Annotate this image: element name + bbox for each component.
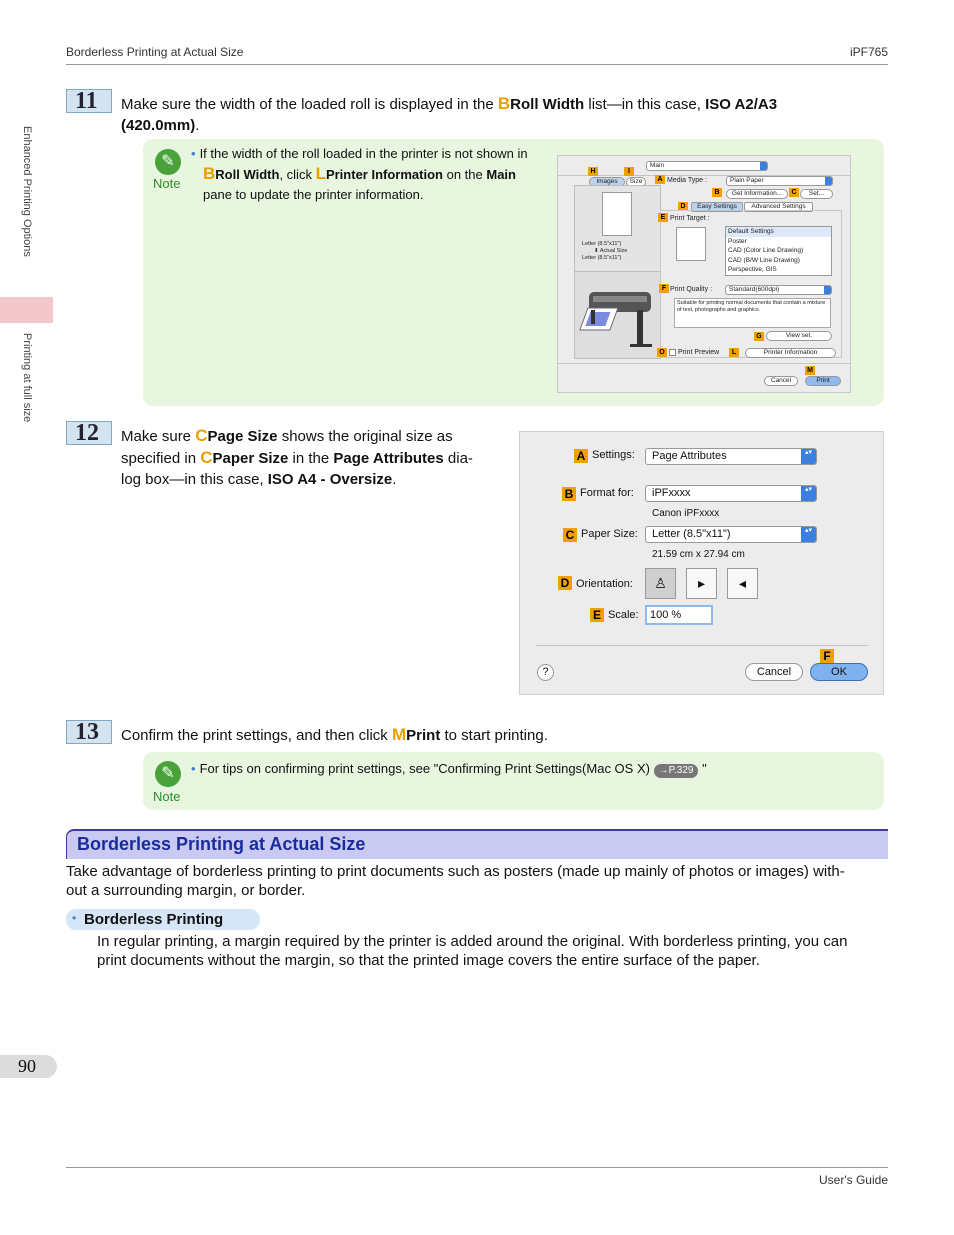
section-intro: Take advantage of borderless printing to print documents such as posters (made up mainly of photos or images) with- out a surrounding margin, or border. [66,863,845,899]
tab-advanced-settings[interactable]: Advanced Settings [744,202,813,212]
label-l: L [729,348,739,357]
step-number-12: 12 [66,421,112,445]
step-12-text: Make sure CPage Size shows the original size as specified in CPaper Size in the Page Attributes dia- log box—in this case, ISO A4 - Oversize. [121,426,473,488]
quality-description: Suitable for printing normal documents that contain a mixture of text, photographs and graphics. [674,298,831,328]
target-item[interactable]: CAD (Color Line Drawing) [728,247,804,255]
label-e: E [658,213,668,222]
subsection-title: Borderless Printing [84,911,224,928]
orientation-label: Orientation: [576,578,633,590]
tab-size[interactable]: Size [626,177,646,187]
set-button[interactable]: Set... [800,189,833,199]
label-c: C [563,528,577,542]
print-quality-label: Print Quality : [670,286,713,293]
sidebar-tab-marker [0,297,53,323]
label-a: A [574,449,588,463]
target-thumbnail [676,227,706,261]
label-f: F [820,649,834,663]
step-11-text: Make sure the width of the loaded roll is displayed in the BRoll Width list—in this case, ISO A2/A3 (420.0mm). [121,94,778,134]
get-information-button[interactable]: Get Information... [726,189,788,199]
cancel-button[interactable]: Cancel [764,376,798,386]
note-1-text: • If the width of the roll loaded in the printer is not shown in BRoll Width, click LPrinter Information on the Main pane to update the printer information. [191,146,528,202]
paper-size-label: Paper Size: [581,528,638,540]
printer-illustration [575,272,660,358]
label-f: F [659,284,669,293]
print-target-label: Print Target : [670,215,710,222]
view-set-button[interactable]: View set. [766,331,832,341]
target-item[interactable]: Default Settings [726,227,831,237]
printer-information-button[interactable]: Printer Information [745,348,836,358]
dialog-divider [536,645,868,646]
media-type-select[interactable]: Plain Paper [726,176,833,186]
step-13-text: Confirm the print settings, and then click MPrint to start printing. [121,725,548,744]
settings-label: Settings: [592,449,635,461]
scale-label: Scale: [608,609,639,621]
label-e: E [590,608,604,622]
tab-easy-settings[interactable]: Easy Settings [691,202,743,212]
subsection-body: In regular printing, a margin required by the printer is added around the original. With borderless printing, you can print documents without the margin, so that the printed image covers the entire surface of the paper. [97,933,848,969]
preset-select[interactable]: Main [646,161,768,171]
print-button[interactable]: Print [805,376,841,386]
label-b: B [712,188,722,197]
sidebar-chapter-label: Enhanced Printing Options [21,126,33,257]
step-number-11: 11 [66,89,112,113]
page-reference-link[interactable]: →P.329 [654,764,699,778]
format-for-label: Format for: [580,487,634,499]
cancel-button[interactable]: Cancel [745,663,803,681]
target-item[interactable]: CAD (B/W Line Drawing) [728,256,800,264]
note-label: Note [153,176,181,191]
header-divider [66,64,888,65]
format-for-select[interactable]: iPFxxxx ▴▾ [645,485,817,502]
label-c: C [789,188,799,197]
label-o: O [657,348,667,357]
page-preview-thumbnail [602,192,632,236]
dialog-divider [558,363,850,364]
paper-size-subtext: 21.59 cm x 27.94 cm [652,549,745,560]
running-header-model: iPF765 [849,45,888,59]
note-2-text: • For tips on confirming print settings, see "Confirming Print Settings(Mac OS X) →P.329 " [191,761,707,776]
format-for-subtext: Canon iPFxxxx [652,508,720,519]
footer-divider [66,1167,888,1168]
bullet-icon: • [72,911,77,925]
scale-input[interactable]: 100 % [645,605,713,625]
paper-size-select[interactable]: Letter (8.5"x11") ▴▾ [645,526,817,543]
label-i: I [624,167,634,176]
label-d: D [678,202,688,211]
ok-button[interactable]: OK [810,663,868,681]
label-a: A [655,175,665,184]
print-target-list[interactable] [725,226,832,276]
page-attributes-dialog [519,431,884,695]
printer-driver-main-dialog [557,155,851,393]
footer-guide-label: User's Guide [819,1173,888,1187]
print-preview-checkbox[interactable] [669,349,676,356]
label-d: D [558,576,572,590]
portrait-orientation-icon[interactable]: ♙ [645,568,676,599]
printer-image-panel [574,271,661,359]
help-button[interactable]: ? [537,664,554,681]
tab-images[interactable]: Images [589,177,625,187]
page-number: 90 [0,1055,57,1078]
label-g: G [754,332,764,341]
section-title: Borderless Printing at Actual Size [77,834,366,854]
target-item[interactable]: Poster [728,237,747,245]
target-item[interactable]: Perspective, GIS [728,266,777,274]
pencil-icon: ✎ [155,761,181,787]
print-quality-select[interactable]: Standard(600dpi) [725,285,832,295]
pencil-icon: ✎ [155,149,181,175]
sidebar-section-label: Printing at full size [21,333,33,423]
paper-info: Letter (8.5"x11") ⬇ Actual Size Letter (8.5"x11") [582,241,628,261]
note-label: Note [153,789,181,804]
label-b: B [562,487,576,501]
step-number-13: 13 [66,720,112,744]
settings-select[interactable]: Page Attributes ▴▾ [645,448,817,465]
print-preview-label: Print Preview [678,349,720,356]
media-type-label: Media Type : [667,177,707,184]
label-m: M [805,366,815,375]
landscape-left-orientation-icon[interactable]: ▸ [686,568,717,599]
running-header-title: Borderless Printing at Actual Size [66,45,244,59]
label-h: H [588,167,598,176]
landscape-right-orientation-icon[interactable]: ◂ [727,568,758,599]
